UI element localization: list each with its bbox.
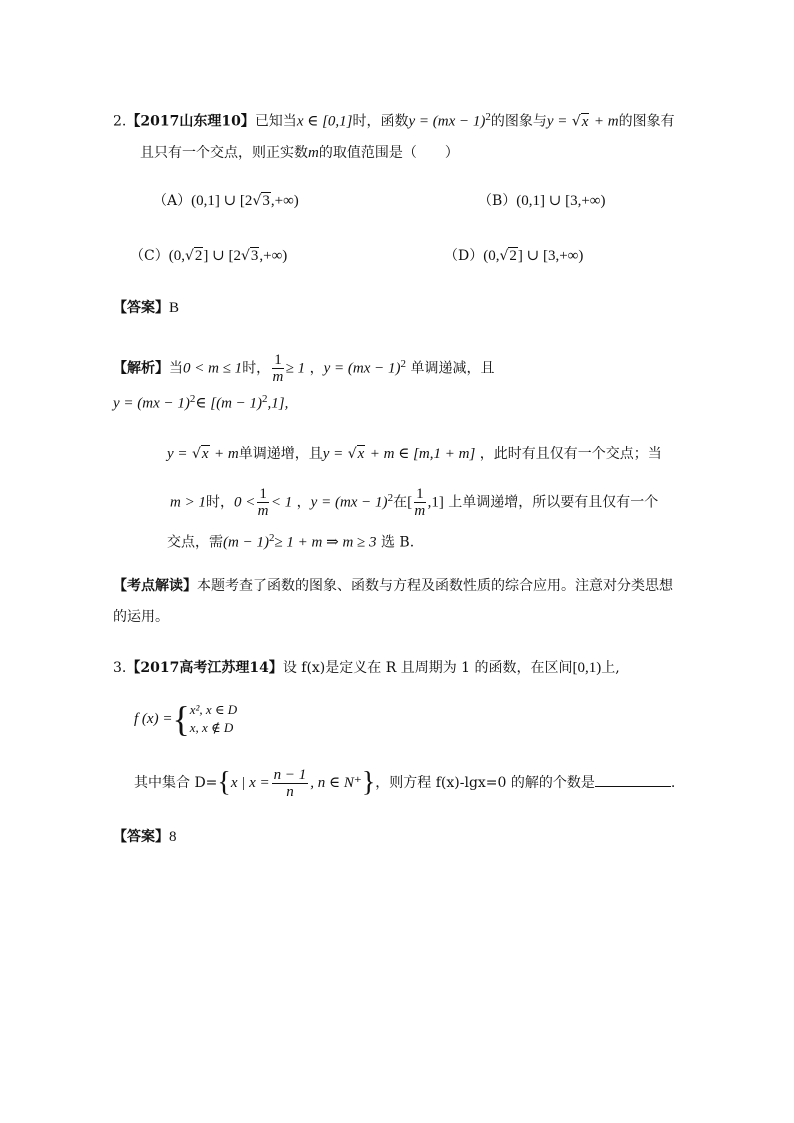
q3-piecewise: f (x) ={ x², x ∈ D x, x ∉ D <box>134 699 238 739</box>
q2-answer: 【答案】B <box>113 300 180 316</box>
q2-option-a: （A）(0,1] ∪ [2√3,+∞) <box>153 193 299 209</box>
q2-analysis-line2: y = (mx − 1)$^2$∈ $[(m - 1)^2,1]$, <box>113 393 289 412</box>
q2-line2: 且只有一个交点，则正实数m的取值范围是（ ） <box>140 145 459 161</box>
answer-blank[interactable] <box>595 772 671 787</box>
q3-set-line: 其中集合 D={x | x = $\frac{n - 1}{n}$ , n ∈ N⁺}，则方程 f(x)-lgx=0 的解的个数是 . <box>134 766 676 800</box>
q3-line1: 3.【2017高考江苏理14】设 f(x)是定义在 R 且周期为 1 的函数，在区间[0,1)上, <box>113 660 620 676</box>
q2-line1: 2.【2017山东理10】已知当x ∈ [0,1]时，函数y = (mx − 1)$^2$的图象与y = √x + m的图象有 <box>113 111 675 130</box>
q2-source: 【2017山东理10】 <box>126 113 255 130</box>
q2-analysis-line3: y = √x + m单调递增，且y = √x + m ∈ [m,1 + m] ，此时有且仅有一个交点；当 <box>167 446 662 462</box>
q2-analysis-line4: m > 1时，0 < $\frac{1}{m}$ < 1 ，y = (mx − 1)$^2$在[ $\frac{1}{m}$ ,1] 上单调递增，所以要有且仅有一个 <box>170 486 659 520</box>
q3-source: 【2017高考江苏理14】 <box>126 660 283 676</box>
q2-option-b: （B）(0,1] ∪ [3,+∞) <box>478 193 606 209</box>
q2-analysis-line5: 交点，需$(m - 1)^2\ge 1 + m$ ⇒ m ≥ 3 选 B. <box>167 532 415 551</box>
q2-option-c: （C）(0,√2] ∪ [2√3,+∞) <box>130 248 288 264</box>
q2-kaodian: 【考点解读】本题考查了函数的图象、函数与方程及函数性质的综合应用。注意对分类思想 <box>113 578 673 594</box>
q2-option-d: （D）(0,√2] ∪ [3,+∞) <box>444 248 584 264</box>
q3-answer: 【答案】8 <box>113 829 177 845</box>
q2-analysis-line1: 【解析】当0 < m ≤ 1时， $\frac{1}{m}$ ≥ 1 ，y = (mx − 1)$^2$ 单调递减，且 <box>113 352 495 386</box>
q2-kaodian-cont: 的运用。 <box>113 609 169 625</box>
